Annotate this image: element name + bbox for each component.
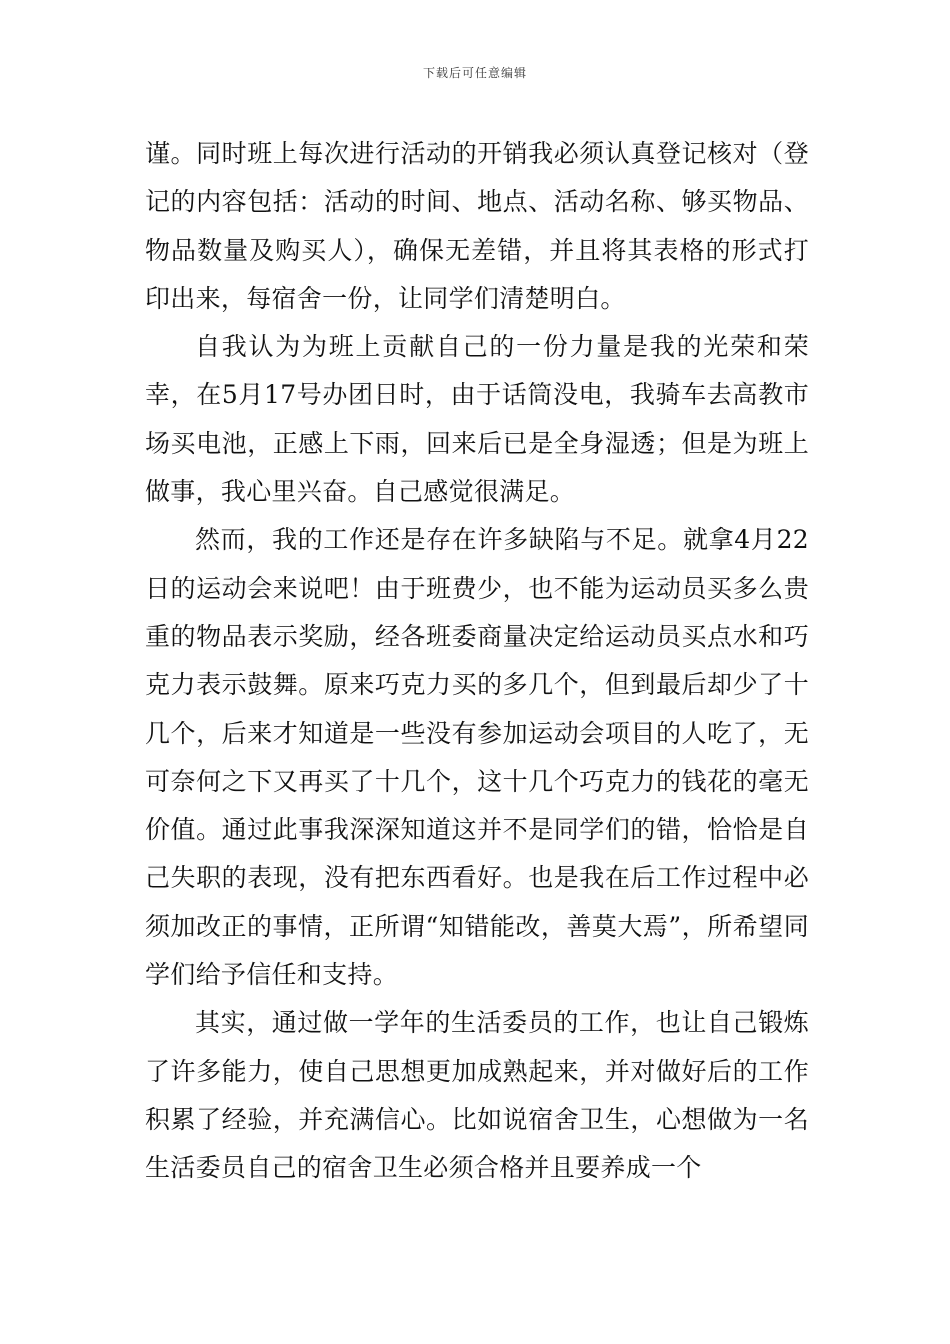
paragraph-3: 然而，我的工作还是存在许多缺陷与不足。就拿4月22日的运动会来说吧！由于班费少，也不能为运动员买多么贵重的物品表示奖励，经各班委商量决定给运动员买点水和巧克力表示鼓舞。原来巧克力买的多几个，但到最后却少了十几个，后来才知道是一些没有参加运动会项目的人吃了，无可奈何之下又再买了十几个，这十几个巧克力的钱花的毫无价值。通过此事我深深知道这并不是同学们的错，恰恰是自己失职的表现，没有把东西看好。也是我在后工作过程中必须加改正的事情，正所谓“知错能改，善莫大焉”，所希望同学们给予信任和支持。 (145, 525, 809, 990)
document-body (145, 130, 809, 1193)
paragraph-1: 谨。同时班上每次进行活动的开销我必须认真登记核对（登记的内容包括：活动的时间、地点、活动名称、够买物品、物品数量及购买人），确保无差错，并且将其表格的形式打印出来，每宿舍一份，让同学们清楚明白。 (145, 139, 809, 313)
paragraph-2: 自我认为为班上贡献自己的一份力量是我的光荣和荣幸，在5月17号办团日时，由于话筒没电，我骑车去高教市场买电池，正感上下雨，回来后已是全身湿透；但是为班上做事，我心里兴奋。自己感觉很满足。 (145, 332, 809, 507)
paragraph-4: 其实，通过做一学年的生活委员的工作，也让自己锻炼了许多能力，使自己思想更加成熟起来，并对做好后的工作积累了经验，并充满信心。比如说宿舍卫生，心想做为一名生活委员自己的宿舍卫生必须合格并且要养成一个 (145, 1008, 809, 1183)
page-header: 下载后可任意编辑 (422, 66, 527, 80)
